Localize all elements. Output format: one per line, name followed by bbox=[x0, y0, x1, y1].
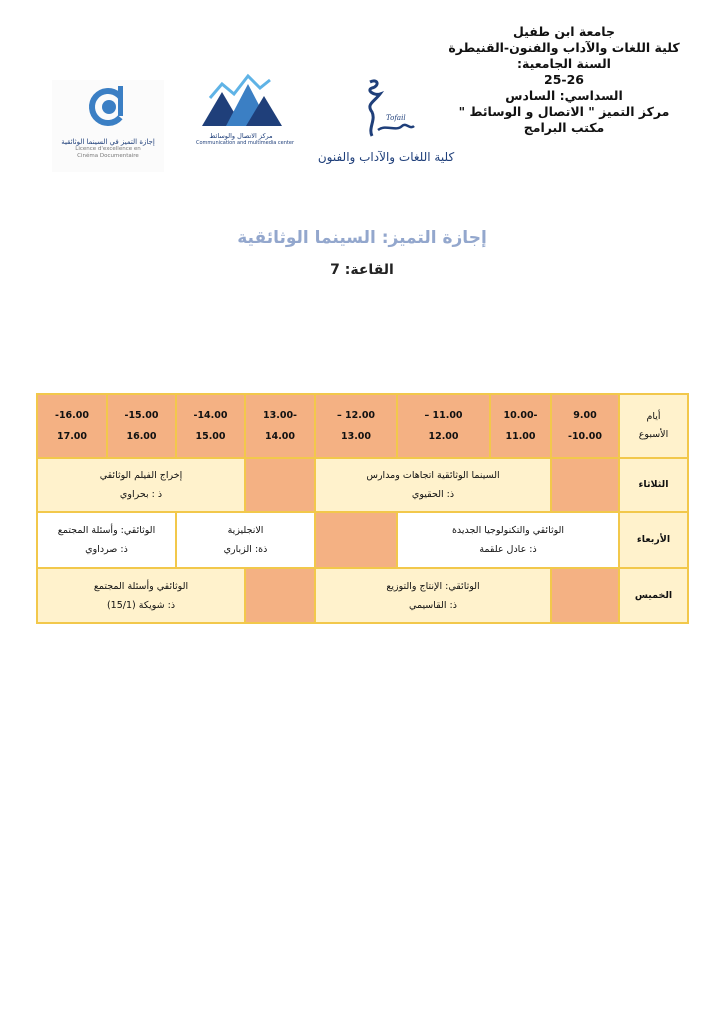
communication-center-logo bbox=[196, 72, 295, 148]
wednesday-late-session bbox=[37, 512, 176, 568]
wednesday-english-session bbox=[176, 512, 315, 568]
header-block bbox=[444, 24, 684, 136]
time-slot-15-16: -15.00 16.00 bbox=[107, 394, 176, 458]
time-slot-9-10: 9.00 -10.00 bbox=[551, 394, 619, 458]
thursday-morning-session bbox=[315, 568, 551, 623]
time-slot-12-13: – 12.00 13.00 bbox=[315, 394, 397, 458]
teacher-name: ذ: عادل علقمة bbox=[479, 544, 537, 555]
days-column-header: أيام الأسبوع bbox=[619, 394, 688, 458]
cd-logo-icon bbox=[52, 80, 164, 140]
cd-logo-ar-caption: إجازة التميز في السينما الوثائقية bbox=[61, 138, 155, 146]
day-wednesday: الأربعاء bbox=[619, 512, 688, 568]
semester: السداسي: السادس bbox=[505, 88, 623, 103]
document-title: إجازة التميز: السينما الوثائقية bbox=[237, 228, 487, 248]
thursday-row bbox=[37, 568, 688, 623]
faculty-name: كلية اللغات والآداب والفنون-القنيطرة bbox=[448, 40, 680, 55]
course-name: الوثائقي وأسئلة المجتمع bbox=[93, 580, 189, 592]
cd-logo-fr-caption-2: Cinéma Documentaire bbox=[77, 153, 139, 159]
tuesday-morning-session bbox=[315, 458, 551, 512]
tuesday-empty-cell bbox=[551, 458, 619, 512]
mountains-logo-icon bbox=[196, 72, 286, 128]
course-name: السينما الوثائقية اتجاهات ومدارس bbox=[366, 470, 500, 481]
teacher-name: ذ: شويكة (15/1) bbox=[106, 599, 176, 611]
faculty-logo bbox=[316, 76, 456, 172]
time-slot-10-11: 10.00- 11.00 bbox=[490, 394, 551, 458]
time-slot-11-12: – 11.00 12.00 bbox=[397, 394, 490, 458]
tuesday-afternoon-session bbox=[37, 458, 245, 512]
course-name: الوثائقي: الإنتاج والتوزيع bbox=[386, 580, 480, 592]
thursday-empty-cell bbox=[551, 568, 619, 623]
teacher-name: ذ: صرداوي bbox=[85, 544, 128, 555]
course-name: إخراج الفيلم الوثائقي bbox=[99, 470, 183, 481]
communication-center-en-caption: Communication and multimedia center bbox=[196, 140, 295, 146]
teacher-name: ذة: الزباري bbox=[223, 544, 268, 555]
academic-year-label: السنة الجامعية: bbox=[517, 56, 611, 71]
thursday-afternoon-session bbox=[37, 568, 245, 623]
timetable-header-row bbox=[37, 394, 688, 458]
faculty-calligraphy-icon bbox=[316, 76, 456, 150]
academic-year: 25-26 bbox=[544, 72, 584, 87]
course-name: الانجليزية bbox=[227, 525, 264, 536]
day-thursday: الخميس bbox=[619, 568, 688, 623]
wednesday-row bbox=[37, 512, 688, 568]
tuesday-break-cell bbox=[245, 458, 315, 512]
communication-center-ar-caption: مركز الاتصال والوسائط bbox=[209, 132, 273, 140]
office-name: مكتب البرامج bbox=[523, 120, 605, 135]
wednesday-morning-session bbox=[397, 512, 619, 568]
center-name: مركز التميز " الاتصال و الوسائط " bbox=[458, 104, 670, 119]
time-slot-16-17: -16.00 17.00 bbox=[37, 394, 107, 458]
teacher-name: ذ: القاسيمي bbox=[409, 599, 457, 611]
cd-logo bbox=[52, 80, 164, 172]
university-name: جامعة ابن طفيل bbox=[512, 24, 616, 39]
course-name: الوثائقي والتكنولوجيا الجديدة bbox=[451, 525, 565, 536]
thursday-break-cell bbox=[245, 568, 315, 623]
cd-logo-fr-caption-1: Licence d'excellence en bbox=[75, 146, 141, 152]
faculty-logo-caption: كلية اللغات والآداب والفنون bbox=[317, 150, 455, 164]
teacher-name: ذ : بحراوي bbox=[119, 489, 163, 500]
teacher-name: ذ: الحقيوي bbox=[411, 489, 455, 500]
time-slot-13-14: 13.00- 14.00 bbox=[245, 394, 315, 458]
course-name: الوثائقي: وأسئلة المجتمع bbox=[57, 525, 156, 536]
tuesday-row bbox=[37, 458, 688, 512]
svg-text:Tofail: Tofail bbox=[386, 114, 406, 122]
room-label: القاعة: 7 bbox=[330, 262, 394, 278]
timetable bbox=[36, 393, 689, 624]
time-slot-14-15: -14.00 15.00 bbox=[176, 394, 245, 458]
wednesday-break-cell bbox=[315, 512, 397, 568]
day-tuesday: الثلاثاء bbox=[619, 458, 688, 512]
